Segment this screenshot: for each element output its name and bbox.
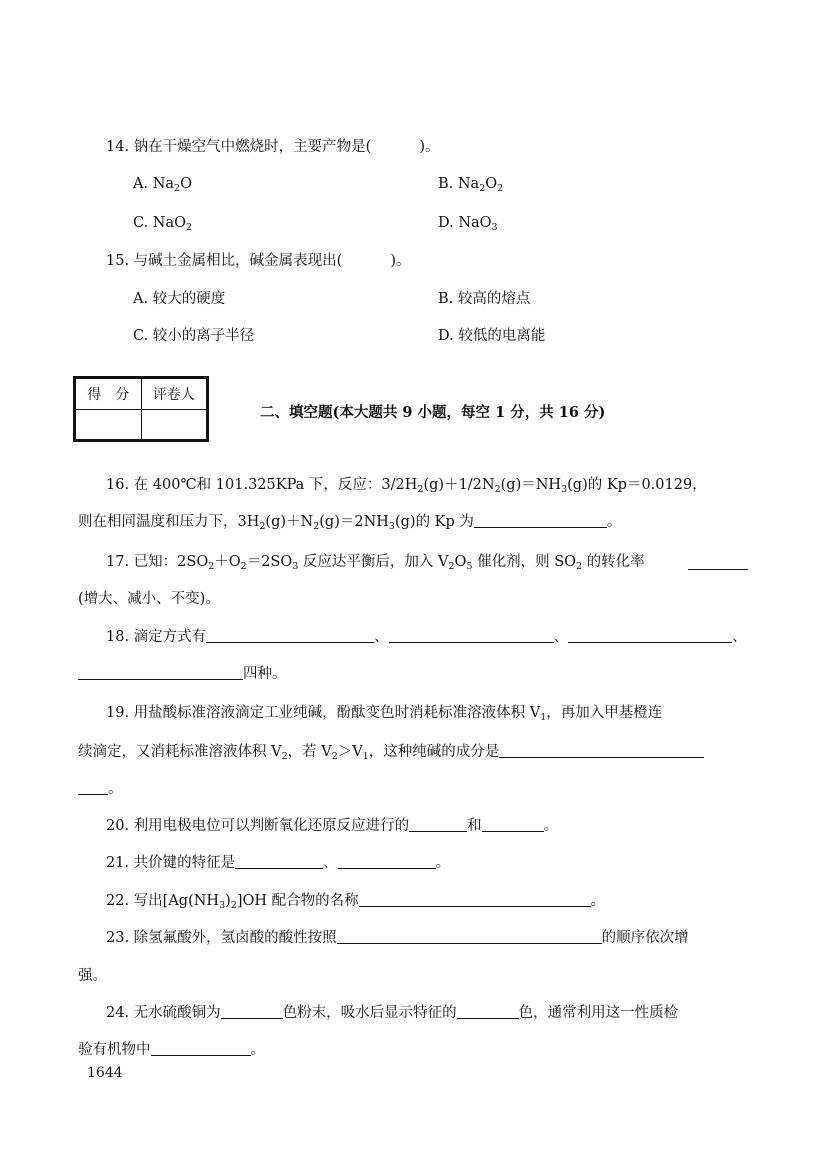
q14-option-d: D. NaO$_3$ bbox=[438, 215, 498, 233]
page-number: 1644 bbox=[87, 1065, 123, 1081]
q20-blank-1[interactable] bbox=[409, 817, 467, 832]
q17-answer-blank[interactable] bbox=[688, 555, 748, 570]
q21-blank-2[interactable] bbox=[338, 854, 436, 869]
q15-option-c: C. 较小的离子半径 bbox=[133, 328, 255, 344]
q18-line2: 四种。 bbox=[78, 664, 287, 684]
grader-label: 评卷人 bbox=[141, 379, 207, 410]
q18-blank-1[interactable] bbox=[206, 628, 374, 643]
q17-line1: 17. 已知：$2SO_2+O_2=2SO_3$ 反应达平衡后，加入 $V_2O_5$ 催化剂，则 $SO_2$ 的转化率 bbox=[106, 554, 645, 572]
score-label: 得 分 bbox=[76, 379, 142, 410]
q18-line1: 18. 滴定方式有 、 、 、 bbox=[106, 629, 747, 645]
q24-line2: 验有机物中 。 bbox=[78, 1042, 265, 1058]
q23-line2: 强。 bbox=[78, 968, 107, 984]
q19-answer-blank[interactable] bbox=[499, 743, 704, 758]
q15-option-d: D. 较低的电离能 bbox=[438, 328, 546, 344]
q17-line2: (增大、减小、不变)。 bbox=[78, 591, 220, 607]
q19-answer-blank-cont[interactable] bbox=[78, 780, 108, 795]
section-title: 二、填空题(本大题共 9 小题，每空 1 分，共 16 分) bbox=[260, 404, 606, 421]
q15-option-b: B. 较高的熔点 bbox=[438, 291, 531, 307]
q24-blank-3[interactable] bbox=[151, 1041, 251, 1056]
q20-blank-2[interactable] bbox=[482, 817, 544, 832]
q24-blank-1[interactable] bbox=[221, 1004, 283, 1019]
q24-line1: 24. 无水硫酸铜为 色粉末，吸水后显示特征的 色，通常利用这一性质检 bbox=[106, 1005, 679, 1021]
q19-line1: 19. 用盐酸标准溶液滴定工业纯碱，酚酞变色时消耗标准溶液体积 $V_1$，再加入甲基橙连 bbox=[106, 705, 663, 723]
q19-line3: 。 bbox=[78, 779, 123, 799]
q22-line: 22. 写出$[Ag(NH_3)_2]OH$ 配合物的名称 。 bbox=[106, 893, 606, 911]
q14-option-a: A. $Na_2O$ bbox=[133, 176, 192, 194]
score-table bbox=[73, 376, 209, 442]
q21-blank-1[interactable] bbox=[235, 854, 323, 869]
q21-line: 21. 共价键的特征是 、 。 bbox=[106, 855, 451, 871]
grader-cell[interactable] bbox=[141, 410, 207, 440]
q23-line1: 23. 除氢氟酸外，氢卤酸的酸性按照 的顺序依次增 bbox=[106, 930, 689, 946]
q22-answer-blank[interactable] bbox=[359, 892, 591, 907]
q16-line1: 16. 在 400℃和 101.325KPa 下，反应：$3/2H_2(g)+1/2N_2(g)=NH_3(g)$的 Kp＝0.0129， bbox=[106, 477, 707, 495]
q19-line2: 续滴定，又消耗标准溶液体积 $V_2$，若 $V_2>V_1$，这种纯碱的成分是 bbox=[78, 742, 704, 762]
q20-line: 20. 利用电极电位可以判断氧化还原反应进行的 和 。 bbox=[106, 818, 559, 834]
q23-answer-blank[interactable] bbox=[337, 929, 602, 944]
q18-blank-2[interactable] bbox=[389, 628, 554, 643]
q24-blank-2[interactable] bbox=[457, 1004, 519, 1019]
score-cell[interactable] bbox=[76, 410, 142, 440]
q15-option-a: A. 较大的硬度 bbox=[133, 291, 226, 307]
q16-line2: 则在相同温度和压力下，$3H_2(g)+N_2(g)=2NH_3(g)$的 Kp 为 。 bbox=[78, 514, 622, 532]
q16-answer-blank[interactable] bbox=[474, 513, 607, 528]
q15-stem: 15. 与碱土金属相比，碱金属表现出( )。 bbox=[106, 253, 411, 269]
q14-option-c: C. NaO$_2$ bbox=[133, 215, 193, 233]
q14-option-b: B. $Na_2O_2$ bbox=[438, 176, 504, 194]
q18-blank-3[interactable] bbox=[568, 628, 732, 643]
q14-stem: 14. 钠在干燥空气中燃烧时，主要产物是( )。 bbox=[106, 139, 440, 155]
q18-blank-4[interactable] bbox=[78, 665, 243, 680]
